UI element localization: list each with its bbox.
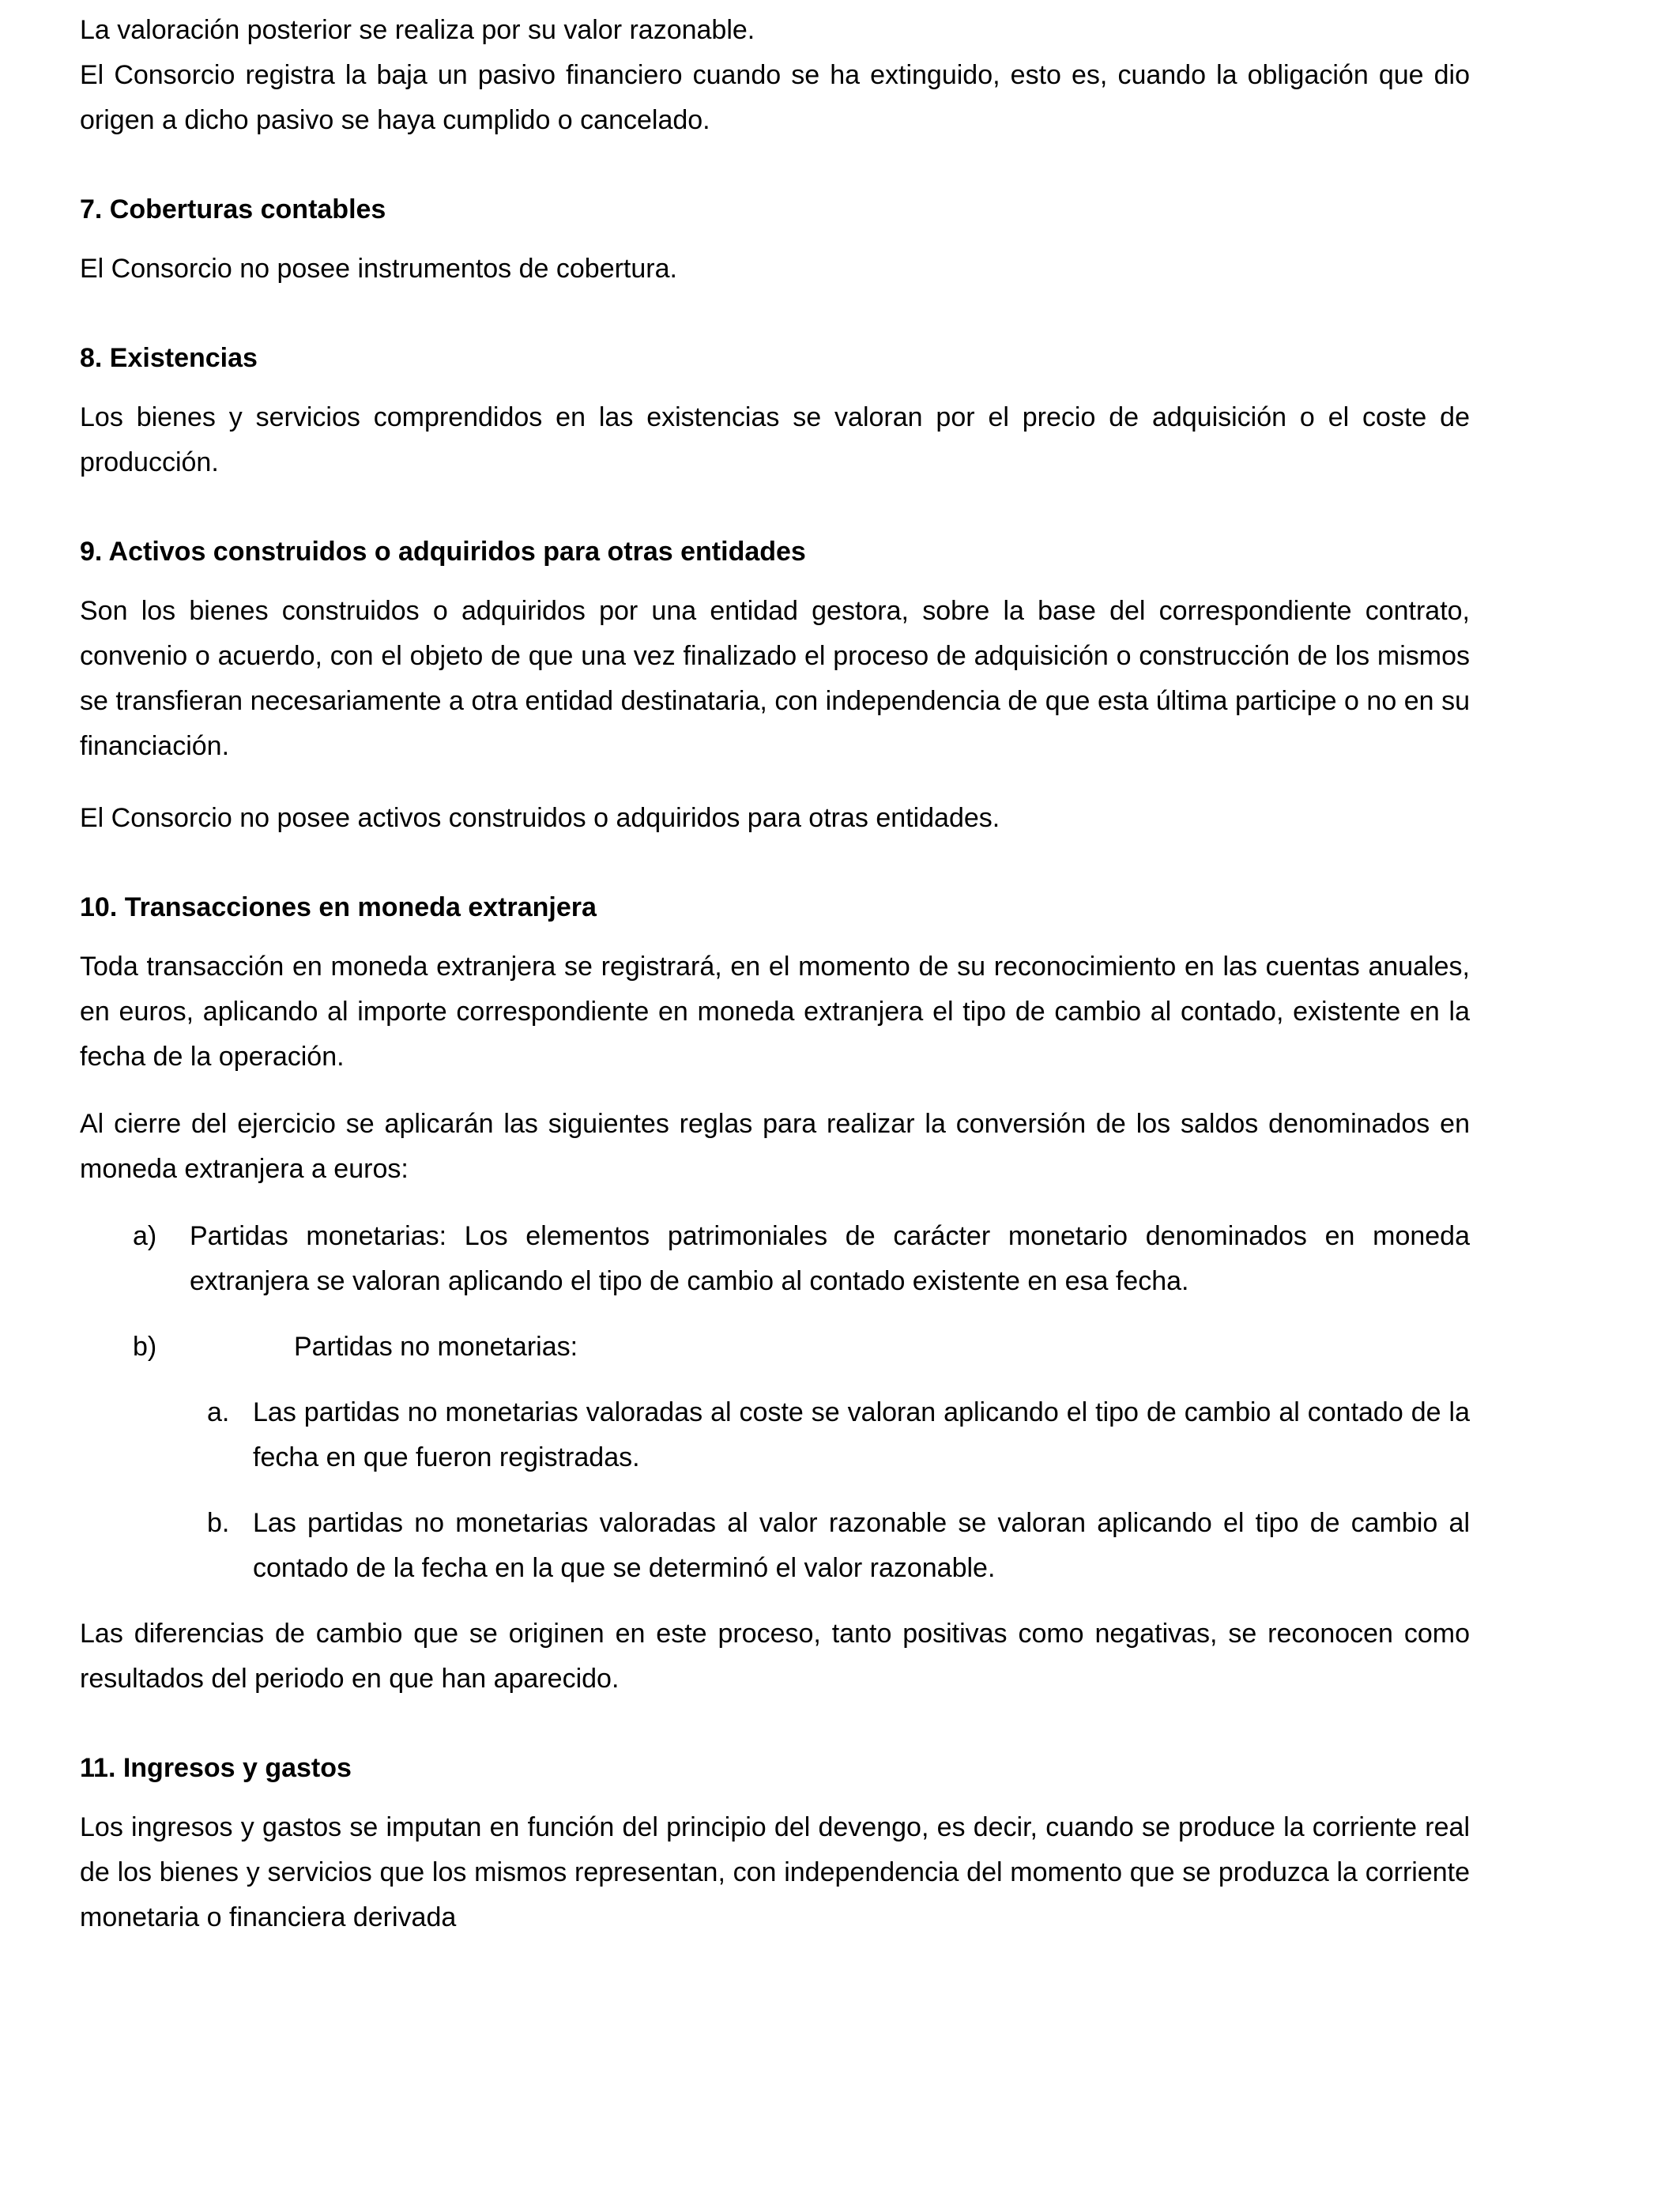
section-heading-9: 9. Activos construidos o adquiridos para otras entidades (80, 537, 806, 567)
sublist-item-text-b: Las partidas no monetarias valoradas al valor razonable se valoran aplicando el tipo de cambio al contado de la fecha en la que se determinó el valor razonable. (253, 1508, 1470, 1583)
paragraph-intro-2: El Consorcio registra la baja un pasivo financiero cuando se ha extinguido, esto es, cuando la obligación que dio origen a dicho pasivo se haya cumplido o cancelado. (80, 60, 1470, 135)
section-heading-10: 10. Transacciones en moneda extranjera (80, 892, 597, 922)
sublist-item-a (80, 1390, 1470, 1480)
list-item-b (80, 1325, 1470, 1370)
list-marker-b: b) (133, 1332, 157, 1362)
paragraph-s7: El Consorcio no posee instrumentos de cobertura. (80, 254, 677, 284)
paragraph-s9-2: El Consorcio no posee activos construidos o adquiridos para otras entidades. (80, 803, 1000, 833)
paragraph-s10-1: Toda transacción en moneda extranjera se registrará, en el momento de su reconocimiento en las cuentas anuales, en euros, aplicando al importe correspondiente en moneda extranjera el tipo de cambio al contado, existente en la fecha de la operación. (80, 952, 1470, 1072)
list-item-text-b: Partidas no monetarias: (294, 1332, 578, 1362)
sublist-marker-b: b. (207, 1508, 230, 1538)
sublist-item-text-a: Las partidas no monetarias valoradas al coste se valoran aplicando el tipo de cambio al contado de la fecha en que fueron registradas. (253, 1397, 1470, 1472)
section-heading-8: 8. Existencias (80, 343, 258, 373)
paragraph-s10-2: Al cierre del ejercicio se aplicarán las siguientes reglas para realizar la conversión de los saldos denominados en moneda extranjera a euros: (80, 1109, 1470, 1184)
paragraph-s11: Los ingresos y gastos se imputan en función del principio del devengo, es decir, cuando se produce la corriente real de los bienes y servicios que los mismos representan, con independencia del momento que se produzca la corriente monetaria o financiera derivada (80, 1812, 1470, 1932)
paragraph-intro-1: La valoración posterior se realiza por su valor razonable. (80, 15, 755, 45)
paragraph-s10-3: Las diferencias de cambio que se originen en este proceso, tanto positivas como negativas, se reconocen como resultados del periodo en que han aparecido. (80, 1619, 1470, 1694)
sublist-item-b (80, 1501, 1470, 1591)
list-item-text-a: Partidas monetarias: Los elementos patrimoniales de carácter monetario denominados en moneda extranjera se valoran aplicando el tipo de cambio al contado existente en esa fecha. (190, 1221, 1470, 1296)
paragraph-s9-1: Son los bienes construidos o adquiridos por una entidad gestora, sobre la base del correspondiente contrato, convenio o acuerdo, con el objeto de que una vez finalizado el proceso de adquisición o construcción de los mismos se transfieran necesariamente a otra entidad destinataria, con independencia de que esta última participe o no en su financiación. (80, 596, 1470, 761)
list-item-a (80, 1214, 1470, 1304)
paragraph-s8: Los bienes y servicios comprendidos en las existencias se valoran por el precio de adquisición o el coste de producción. (80, 402, 1470, 477)
sublist-marker-a: a. (207, 1397, 230, 1427)
section-heading-7: 7. Coberturas contables (80, 194, 386, 224)
list-marker-a: a) (133, 1221, 157, 1251)
section-heading-11: 11. Ingresos y gastos (80, 1753, 352, 1783)
